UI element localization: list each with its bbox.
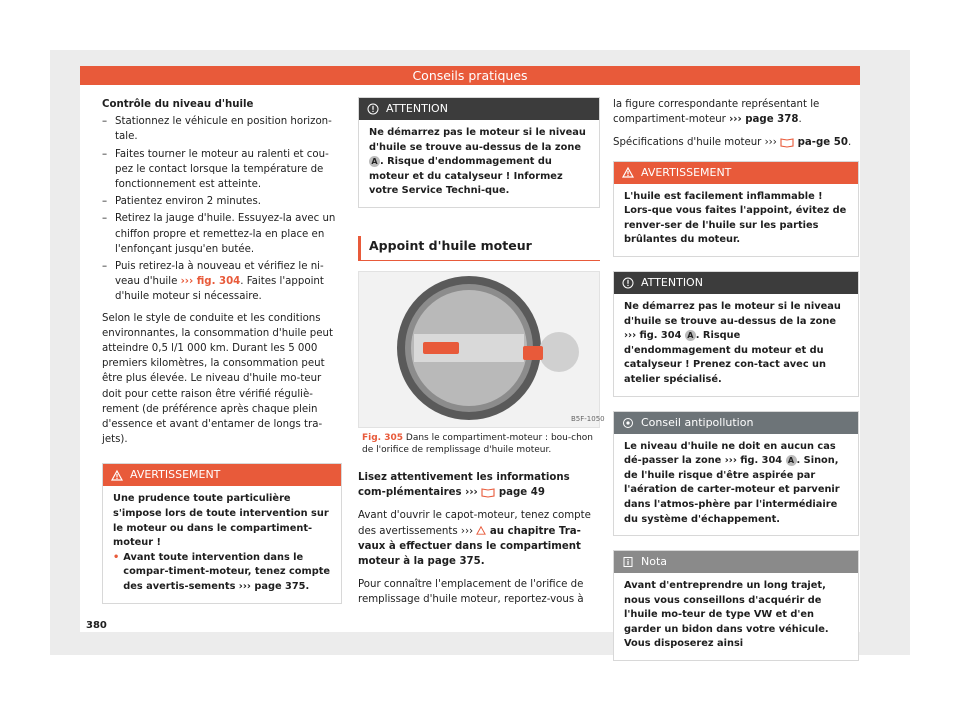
warning-triangle-icon <box>111 470 123 481</box>
location-paragraph: Pour connaître l'emplacement de l'orifice de remplissage d'huile moteur, reportez-vous à <box>358 579 584 606</box>
attention-box: ATTENTION Ne démarrez pas le moteur si le niveau d'huile se trouve au-dessus de la zone A . Risque d'endommagement du moteur et du catalyseur ! Informez votre Service Techni-que. <box>358 97 600 208</box>
attention-box: ATTENTION Ne démarrez pas le moteur si le niveau d'huile se trouve au-dessus de la zone ››› fig. 304 A . Risque d'endommagement du moteur et du catalyseur ! Prenez con-tact avec un atelier spécialisé. <box>613 271 859 397</box>
note-text: Avant d'entreprendre un long trajet, nous vous conseillons d'acquérir de l'huile mo-teur de type VW et d'en garder un bidon dans votre véhicule. Vous disposerez ainsi <box>624 580 829 650</box>
manual-icon <box>523 346 543 360</box>
column-1 <box>102 97 342 618</box>
note-box: Nota Avant d'entreprendre un long trajet, nous vous conseillons d'acquérir de l'huile mo-teur de type VW et d'en garder un bidon dans votre véhicule. Vous disposerez ainsi <box>613 550 859 661</box>
leaf-icon <box>622 417 634 429</box>
see-also-bold: Lisez attentivement les informations com-plémentaires ››› page 49 <box>358 471 570 499</box>
zone-a-marker: A <box>786 455 797 466</box>
eco-tip-box: Conseil antipollution Le niveau d'huile ne doit en aucun cas dé-passer la zone ››› fig. 304 A . Sinon, de l'huile risque d'être aspirée par l'aération de carter-moteur et parvenir dans l'atmos-phère par l'intermédiaire du système d'échappement. <box>613 411 859 537</box>
page-number: 380 <box>86 620 107 631</box>
step-item: – Puis retirez-la à nouveau et vérifiez le ni-veau d'huile ››› fig. 304. Faites l'appoint d'huile moteur si nécessaire. <box>102 259 342 305</box>
column-2 <box>358 97 605 616</box>
warning-box <box>102 463 342 603</box>
column-3 <box>613 97 859 675</box>
page-header: Conseils pratiques <box>80 66 860 85</box>
warning-bullet: • Avant toute intervention dans le compar-timent-moteur, tenez compte des avertis-sements ››› page 375. <box>113 551 331 593</box>
step-item: – Patientez environ 2 minutes. <box>102 194 342 209</box>
section-title: Appoint d'huile moteur <box>358 236 600 261</box>
oil-cap-illustration <box>359 272 605 427</box>
figure-caption: Fig. 305 Dans le compartiment-moteur : bou-chon de l'orifice de remplissage d'huile moteur. <box>362 432 593 455</box>
step-item: – Faites tourner le moteur au ralenti et cou-pez le contact lorsque la température de fonctionnement est atteinte. <box>102 147 342 193</box>
oil-cap-figure <box>358 271 605 428</box>
fig-304-link[interactable]: ››› fig. 304 <box>180 276 241 288</box>
continuation-paragraph: la figure correspondante représentant le compartiment-moteur ››› page 378. <box>613 99 820 126</box>
warning-triangle-icon <box>622 167 634 178</box>
warning-header: AVERTISSEMENT <box>103 464 341 486</box>
zone-a-marker: A <box>685 330 696 341</box>
oil-spec-paragraph: Spécifications d'huile moteur ››› pa-ge 50. <box>613 137 852 149</box>
figure-code: B5F-1050 <box>571 414 605 423</box>
info-circle-icon <box>367 103 379 115</box>
oil-consumption-paragraph: Selon le style de conduite et les conditions environnantes, la consommation d'huile peut atteindre 0,5 l/1 000 km. Durant les 5 000 premiers kilomètres, la consommation peut être plus élevée. Le niveau d'huile mo-teur doit pour cette raison être vérifié réguliè-rement (de préférence après chaque plein d'essence et avant d'entamer de longs tra-jets). <box>102 312 333 446</box>
step-item: – Retirez la jauge d'huile. Essuyez-la avec un chiffon propre et remettez-la en place en l'enfonçant jusqu'en butée. <box>102 211 342 257</box>
note-icon <box>622 556 634 568</box>
warning-text: Une prudence toute particulière s'impose lors de toute intervention sur le moteur ou dans le compartiment-moteur ! <box>113 493 329 549</box>
zone-a-marker: A <box>369 156 380 167</box>
warning-triangle-icon <box>476 526 486 535</box>
step-item: – Stationnez le véhicule en position horizon-tale. <box>102 114 342 144</box>
heading-oil-check: Contrôle du niveau d'huile <box>102 99 254 110</box>
attention-header: ATTENTION <box>359 98 599 120</box>
steps-list <box>102 114 342 304</box>
warnings-paragraph: Avant d'ouvrir le capot-moteur, tenez compte des avertissements ››› au chapitre Tra-vaux à effectuer dans le compartiment moteur à la page 375. <box>358 510 591 567</box>
warning-box: AVERTISSEMENT L'huile est facilement inflammable ! Lors-que vous faites l'appoint, évitez de renver-ser de l'huile sur les parties brûlantes du moteur. <box>613 161 859 257</box>
book-icon <box>481 487 495 497</box>
warning-text: L'huile est facilement inflammable ! Lors-que vous faites l'appoint, évitez de renver-ser de l'huile sur les parties brûlantes du moteur. <box>624 190 847 246</box>
book-icon <box>780 137 794 147</box>
info-circle-icon <box>622 277 634 289</box>
oil-can-icon <box>423 342 459 354</box>
